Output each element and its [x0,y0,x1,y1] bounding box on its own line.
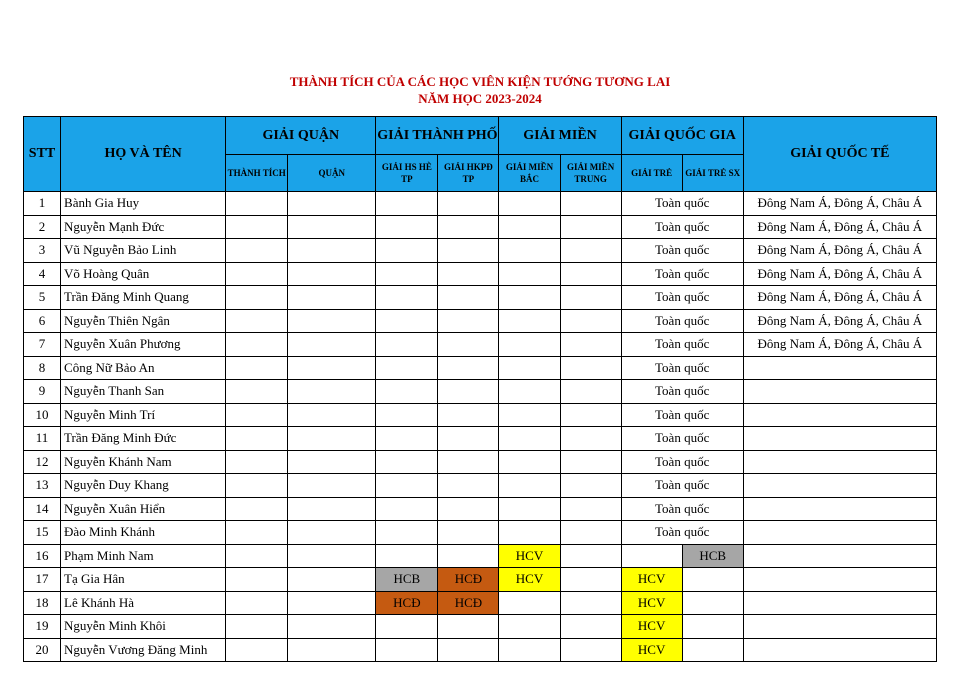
cell-international [743,403,936,427]
cell-international [743,356,936,380]
table-row [24,262,937,286]
cell-region-central [560,309,621,333]
cell-district-district [288,497,376,521]
row-name: Võ Hoàng Quân [61,262,226,286]
cell-district-district [288,403,376,427]
cell-district-district [288,591,376,615]
cell-district-achievement [226,215,288,239]
cell-district-district [288,286,376,310]
cell-district-achievement [226,309,288,333]
table-row [24,427,937,451]
row-stt: 2 [24,215,61,239]
cell-region-central [560,380,621,404]
table-row [24,638,937,662]
header-national-youth: GIẢI TRẺ [621,155,682,192]
cell-district-achievement [226,521,288,545]
row-name: Công Nữ Bảo An [61,356,226,380]
header-stt: STT [24,117,61,192]
cell-district-achievement [226,427,288,451]
cell-region-north: HCV [499,568,560,592]
cell-region-central [560,239,621,263]
cell-city-hkpd: HCĐ [438,591,499,615]
cell-district-district [288,239,376,263]
cell-city-summer [376,615,438,639]
table-body [24,192,937,662]
row-stt: 10 [24,403,61,427]
cell-international: Đông Nam Á, Đông Á, Châu Á [743,309,936,333]
cell-region-north [499,356,560,380]
cell-district-achievement [226,262,288,286]
achievement-table [23,116,937,662]
cell-city-hkpd [438,427,499,451]
header-district-achievement: THÀNH TÍCH [226,155,288,192]
cell-city-summer [376,380,438,404]
cell-national: Toàn quốc [621,450,743,474]
table-row [24,568,937,592]
cell-city-summer: HCB [376,568,438,592]
cell-national-youth: HCV [621,591,682,615]
cell-region-central [560,474,621,498]
cell-city-hkpd [438,474,499,498]
cell-region-north [499,309,560,333]
cell-national: Toàn quốc [621,356,743,380]
cell-district-district [288,262,376,286]
cell-city-summer [376,333,438,357]
header-region: GIẢI MIỀN [499,117,621,155]
row-name: Nguyễn Khánh Nam [61,450,226,474]
cell-district-district [288,450,376,474]
cell-national: Toàn quốc [621,427,743,451]
cell-region-central [560,568,621,592]
cell-district-district [288,192,376,216]
cell-city-hkpd [438,239,499,263]
row-name: Nguyễn Minh Khôi [61,615,226,639]
header-name: HỌ VÀ TÊN [61,117,226,192]
cell-national: Toàn quốc [621,497,743,521]
cell-national-youth: HCV [621,638,682,662]
cell-city-summer [376,215,438,239]
cell-national: Toàn quốc [621,215,743,239]
cell-region-central [560,262,621,286]
cell-region-central [560,427,621,451]
cell-city-summer [376,262,438,286]
cell-national-youth-sx [682,638,743,662]
cell-national: Toàn quốc [621,192,743,216]
cell-region-central [560,544,621,568]
row-stt: 17 [24,568,61,592]
title-line-1: THÀNH TÍCH CỦA CÁC HỌC VIÊN KIỆN TƯỚNG TƯƠNG LAI [289,74,671,89]
row-stt: 8 [24,356,61,380]
cell-city-summer [376,638,438,662]
cell-district-achievement [226,380,288,404]
table-row [24,450,937,474]
cell-region-central [560,333,621,357]
cell-region-north [499,192,560,216]
title-line-2: NĂM HỌC 2023-2024 [418,91,542,106]
row-stt: 4 [24,262,61,286]
row-name: Nguyễn Xuân Phương [61,333,226,357]
cell-city-summer [376,192,438,216]
cell-district-district [288,215,376,239]
header-international: GIẢI QUỐC TẾ [743,117,936,192]
header-national: GIẢI QUỐC GIA [621,117,743,155]
cell-city-summer [376,544,438,568]
cell-region-central [560,615,621,639]
cell-region-north [499,380,560,404]
row-name: Tạ Gia Hân [61,568,226,592]
cell-national: Toàn quốc [621,262,743,286]
cell-district-district [288,544,376,568]
cell-international [743,450,936,474]
cell-city-hkpd [438,215,499,239]
row-name: Nguyễn Xuân Hiển [61,497,226,521]
row-name: Nguyễn Thanh San [61,380,226,404]
cell-district-district [288,474,376,498]
row-name: Vũ Nguyễn Bảo Linh [61,239,226,263]
row-stt: 6 [24,309,61,333]
cell-national-youth-sx [682,615,743,639]
row-stt: 14 [24,497,61,521]
cell-national-youth: HCV [621,568,682,592]
cell-region-central [560,521,621,545]
table-row [24,497,937,521]
cell-region-central [560,286,621,310]
cell-city-hkpd [438,380,499,404]
cell-international [743,380,936,404]
row-stt: 20 [24,638,61,662]
cell-region-north [499,615,560,639]
cell-district-district [288,615,376,639]
table-row [24,521,937,545]
cell-city-summer [376,450,438,474]
cell-district-achievement [226,403,288,427]
cell-international: Đông Nam Á, Đông Á, Châu Á [743,192,936,216]
cell-region-north [499,215,560,239]
cell-region-north [499,333,560,357]
cell-international: Đông Nam Á, Đông Á, Châu Á [743,262,936,286]
cell-city-hkpd [438,356,499,380]
cell-international: Đông Nam Á, Đông Á, Châu Á [743,286,936,310]
cell-national-youth-sx [682,591,743,615]
cell-region-north [499,474,560,498]
cell-international [743,521,936,545]
cell-region-north [499,638,560,662]
header-city-hkpd: GIẢI HKPĐ TP [438,155,499,192]
row-stt: 13 [24,474,61,498]
cell-international [743,474,936,498]
cell-district-achievement [226,544,288,568]
row-name: Trần Đăng Minh Quang [61,286,226,310]
header-city-summer: GIẢI HS HÈ TP [376,155,438,192]
cell-district-district [288,356,376,380]
row-stt: 9 [24,380,61,404]
row-stt: 19 [24,615,61,639]
row-stt: 1 [24,192,61,216]
cell-district-achievement [226,356,288,380]
row-stt: 15 [24,521,61,545]
cell-district-achievement [226,615,288,639]
cell-region-north [499,403,560,427]
cell-region-north [499,427,560,451]
cell-district-achievement [226,474,288,498]
cell-international [743,497,936,521]
cell-international: Đông Nam Á, Đông Á, Châu Á [743,215,936,239]
cell-region-north [499,262,560,286]
cell-region-central [560,497,621,521]
cell-city-hkpd [438,450,499,474]
cell-region-central [560,450,621,474]
cell-city-hkpd [438,638,499,662]
table-row [24,239,937,263]
cell-national-youth [621,544,682,568]
row-name: Nguyễn Thiên Ngân [61,309,226,333]
cell-international [743,568,936,592]
cell-city-hkpd [438,615,499,639]
header-region-central: GIẢI MIỀN TRUNG [560,155,621,192]
table-row [24,380,937,404]
cell-region-north [499,239,560,263]
cell-district-achievement [226,333,288,357]
cell-national: Toàn quốc [621,474,743,498]
cell-district-achievement [226,638,288,662]
row-name: Nguyễn Duy Khang [61,474,226,498]
cell-district-district [288,309,376,333]
cell-city-summer [376,286,438,310]
cell-region-north [499,521,560,545]
cell-city-summer [376,427,438,451]
table-row [24,615,937,639]
header-national-youth-sx: GIẢI TRẺ SX [682,155,743,192]
header-city: GIẢI THÀNH PHỐ [376,117,499,155]
cell-district-achievement [226,568,288,592]
row-name: Lê Khánh Hà [61,591,226,615]
cell-international [743,591,936,615]
cell-city-hkpd [438,497,499,521]
header-district: GIẢI QUẬN [226,117,376,155]
cell-city-hkpd [438,262,499,286]
document-title [0,73,960,107]
cell-national-youth-sx [682,568,743,592]
cell-district-district [288,568,376,592]
cell-city-summer: HCĐ [376,591,438,615]
cell-international [743,427,936,451]
row-stt: 3 [24,239,61,263]
cell-city-hkpd: HCĐ [438,568,499,592]
table-row [24,215,937,239]
cell-international: Đông Nam Á, Đông Á, Châu Á [743,239,936,263]
cell-city-summer [376,309,438,333]
table-row [24,356,937,380]
cell-district-achievement [226,192,288,216]
cell-city-summer [376,239,438,263]
cell-region-central [560,192,621,216]
cell-district-achievement [226,450,288,474]
table-row [24,474,937,498]
cell-city-summer [376,356,438,380]
row-stt: 5 [24,286,61,310]
cell-national-youth: HCV [621,615,682,639]
row-name: Nguyễn Mạnh Đức [61,215,226,239]
cell-national: Toàn quốc [621,403,743,427]
cell-international [743,544,936,568]
table-row [24,403,937,427]
cell-region-north [499,450,560,474]
cell-district-achievement [226,591,288,615]
cell-national: Toàn quốc [621,239,743,263]
cell-city-hkpd [438,333,499,357]
cell-national: Toàn quốc [621,333,743,357]
cell-region-central [560,215,621,239]
table-row [24,309,937,333]
row-stt: 11 [24,427,61,451]
row-stt: 7 [24,333,61,357]
table-row [24,591,937,615]
cell-city-summer [376,497,438,521]
cell-region-central [560,403,621,427]
cell-city-summer [376,474,438,498]
cell-district-district [288,380,376,404]
cell-city-hkpd [438,521,499,545]
cell-city-hkpd [438,403,499,427]
cell-city-hkpd [438,544,499,568]
cell-district-district [288,638,376,662]
cell-national: Toàn quốc [621,521,743,545]
cell-region-north: HCV [499,544,560,568]
cell-international [743,638,936,662]
cell-region-north [499,591,560,615]
cell-international: Đông Nam Á, Đông Á, Châu Á [743,333,936,357]
row-stt: 12 [24,450,61,474]
cell-region-north [499,286,560,310]
cell-region-north [499,497,560,521]
cell-national: Toàn quốc [621,380,743,404]
row-name: Bành Gia Huy [61,192,226,216]
cell-region-central [560,356,621,380]
header-region-north: GIẢI MIỀN BẮC [499,155,560,192]
table-row [24,544,937,568]
row-name: Trần Đăng Minh Đức [61,427,226,451]
cell-region-central [560,591,621,615]
row-name: Phạm Minh Nam [61,544,226,568]
header-district-district: QUẬN [288,155,376,192]
cell-national: Toàn quốc [621,309,743,333]
cell-national: Toàn quốc [621,286,743,310]
cell-city-summer [376,403,438,427]
cell-city-hkpd [438,309,499,333]
cell-region-central [560,638,621,662]
cell-city-summer [376,521,438,545]
cell-district-achievement [226,286,288,310]
row-stt: 16 [24,544,61,568]
row-stt: 18 [24,591,61,615]
row-name: Nguyễn Minh Trí [61,403,226,427]
table-row [24,192,937,216]
cell-international [743,615,936,639]
cell-district-district [288,521,376,545]
table-row [24,333,937,357]
row-name: Đào Minh Khánh [61,521,226,545]
cell-district-achievement [226,239,288,263]
cell-national-youth-sx: HCB [682,544,743,568]
cell-district-achievement [226,497,288,521]
cell-district-district [288,333,376,357]
cell-city-hkpd [438,286,499,310]
row-name: Nguyễn Vương Đăng Minh [61,638,226,662]
table-row [24,286,937,310]
cell-city-hkpd [438,192,499,216]
cell-district-district [288,427,376,451]
